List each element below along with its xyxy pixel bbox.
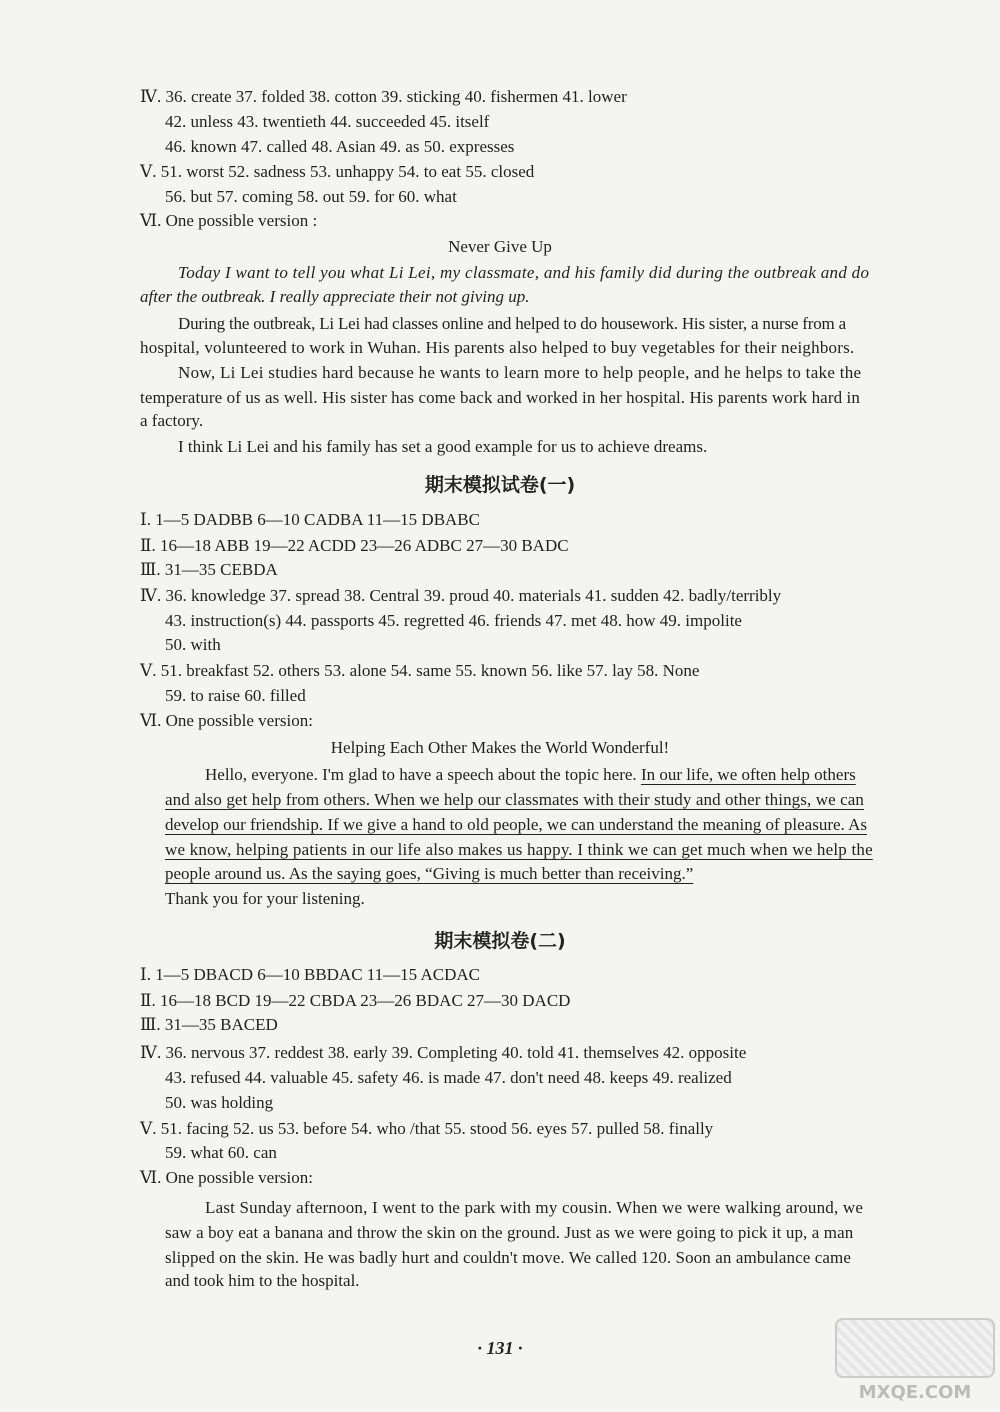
- underlined-essay-line: people around us. As the saying goes, “Giving is much better than receiving.”: [165, 864, 694, 883]
- essay-line: temperature of us as well. His sister has come back and worked in her hospital. His parents work hard in: [140, 388, 860, 407]
- answer-row: Ⅳ. 36. knowledge 37. spread 38. Central 39. proud 40. materials 41. sudden 42. badly/terribly: [140, 586, 782, 605]
- essay-line: [205, 763, 856, 787]
- section-heading-mock-test-2: 期末模拟卷(二): [434, 930, 566, 952]
- underlined-essay-line: and also get help from others. When we help our classmates with their study and other things, we can: [165, 790, 864, 809]
- unit-section-5: Ⅴ. 51. worst 52. sadness 53. unhappy 54. to eat 55. closed: [140, 162, 535, 181]
- unit-section-4: Ⅳ. 36. create 37. folded 38. cotton 39. sticking 40. fishermen 41. lower: [140, 87, 627, 106]
- essay-line: Thank you for your listening.: [165, 889, 365, 908]
- essay-text: Hello, everyone. I'm glad to have a speech about the topic here.: [205, 765, 641, 784]
- essay-line: and took him to the hospital.: [165, 1271, 360, 1290]
- essay-line: a factory.: [140, 411, 204, 430]
- text-line: 42. unless 43. twentieth 44. succeeded 45. itself: [165, 112, 490, 131]
- unit-section-6: Ⅵ. One possible version :: [140, 211, 318, 230]
- essay-title: Helping Each Other Makes the World Wonderful!: [330, 738, 670, 757]
- text-line: 59. to raise 60. filled: [165, 686, 306, 705]
- essay-line: Now, Li Lei studies hard because he wants to learn more to help people, and he helps to take the: [178, 363, 862, 382]
- answer-row: Ⅰ. 1—5 DBACD 6—10 BBDAC 11—15 ACDAC: [140, 965, 480, 984]
- essay-line: slipped on the skin. He was badly hurt and couldn't move. We called 120. Soon an ambulance came: [165, 1248, 851, 1267]
- essay-line: saw a boy eat a banana and throw the skin on the ground. Just as we were going to pick it up, a man: [165, 1223, 854, 1242]
- page-number: · 131 ·: [477, 1338, 523, 1358]
- answer-row: Ⅱ. 16—18 BCD 19—22 CBDA 23—26 BDAC 27—30 DACD: [140, 991, 571, 1010]
- text-line: 46. known 47. called 48. Asian 49. as 50. expresses: [165, 137, 515, 156]
- essay-line: During the outbreak, Li Lei had classes online and helped to do housework. His sister, a nurse from a: [178, 314, 846, 333]
- text-line: 43. instruction(s) 44. passports 45. regretted 46. friends 47. met 48. how 49. impolite: [165, 611, 742, 630]
- answer-row: Ⅰ. 1—5 DADBB 6—10 CADBA 11—15 DBABC: [140, 510, 480, 529]
- text-line: 59. what 60. can: [165, 1143, 277, 1162]
- essay-title: Never Give Up: [448, 237, 552, 256]
- answer-row: Ⅳ. 36. nervous 37. reddest 38. early 39. Completing 40. told 41. themselves 42. opposite: [140, 1043, 747, 1062]
- essay-intro-line: Today I want to tell you what Li Lei, my classmate, and his family did during the outbreak and do: [178, 263, 870, 282]
- answer-row: Ⅵ. One possible version:: [140, 711, 313, 730]
- text-line: 43. refused 44. valuable 45. safety 46. is made 47. don't need 48. keeps 49. realized: [165, 1068, 732, 1087]
- essay-intro-line: after the outbreak. I really appreciate their not giving up.: [140, 287, 530, 306]
- underlined-essay-line: we know, helping patients in our life also makes us happy. I think we can get much when we help the: [165, 840, 873, 859]
- watermark-text: MXQE.COM: [858, 1382, 972, 1403]
- answer-row: Ⅲ. 31—35 BACED: [140, 1015, 278, 1034]
- text-line: 50. with: [165, 635, 221, 654]
- answer-row: Ⅵ. One possible version:: [140, 1168, 313, 1187]
- answer-row: Ⅲ. 31—35 CEBDA: [140, 560, 278, 579]
- essay-line: Last Sunday afternoon, I went to the park with my cousin. When we were walking around, we: [205, 1198, 864, 1217]
- text-line: 56. but 57. coming 58. out 59. for 60. what: [165, 187, 457, 206]
- watermark: [835, 1318, 995, 1408]
- underlined-text: In our life, we often help others: [640, 765, 856, 784]
- section-heading-mock-test-1: 期末模拟试卷(一): [424, 474, 576, 496]
- answer-row: Ⅱ. 16—18 ABB 19—22 ACDD 23—26 ADBC 27—30 BADC: [140, 536, 569, 555]
- essay-line: I think Li Lei and his family has set a good example for us to achieve dreams.: [178, 437, 708, 456]
- essay-line: hospital, volunteered to work in Wuhan. His parents also helped to buy vegetables for their neighbors.: [140, 338, 855, 357]
- answer-row: Ⅴ. 51. facing 52. us 53. before 54. who /that 55. stood 56. eyes 57. pulled 58. finally: [140, 1119, 714, 1138]
- underlined-essay-line: develop our friendship. If we give a hand to old people, we can understand the meaning of pleasure. As: [165, 815, 867, 834]
- answer-row: Ⅴ. 51. breakfast 52. others 53. alone 54. same 55. known 56. like 57. lay 58. None: [140, 661, 700, 680]
- text-line: 50. was holding: [165, 1093, 274, 1112]
- watermark-logo-icon: [835, 1318, 995, 1378]
